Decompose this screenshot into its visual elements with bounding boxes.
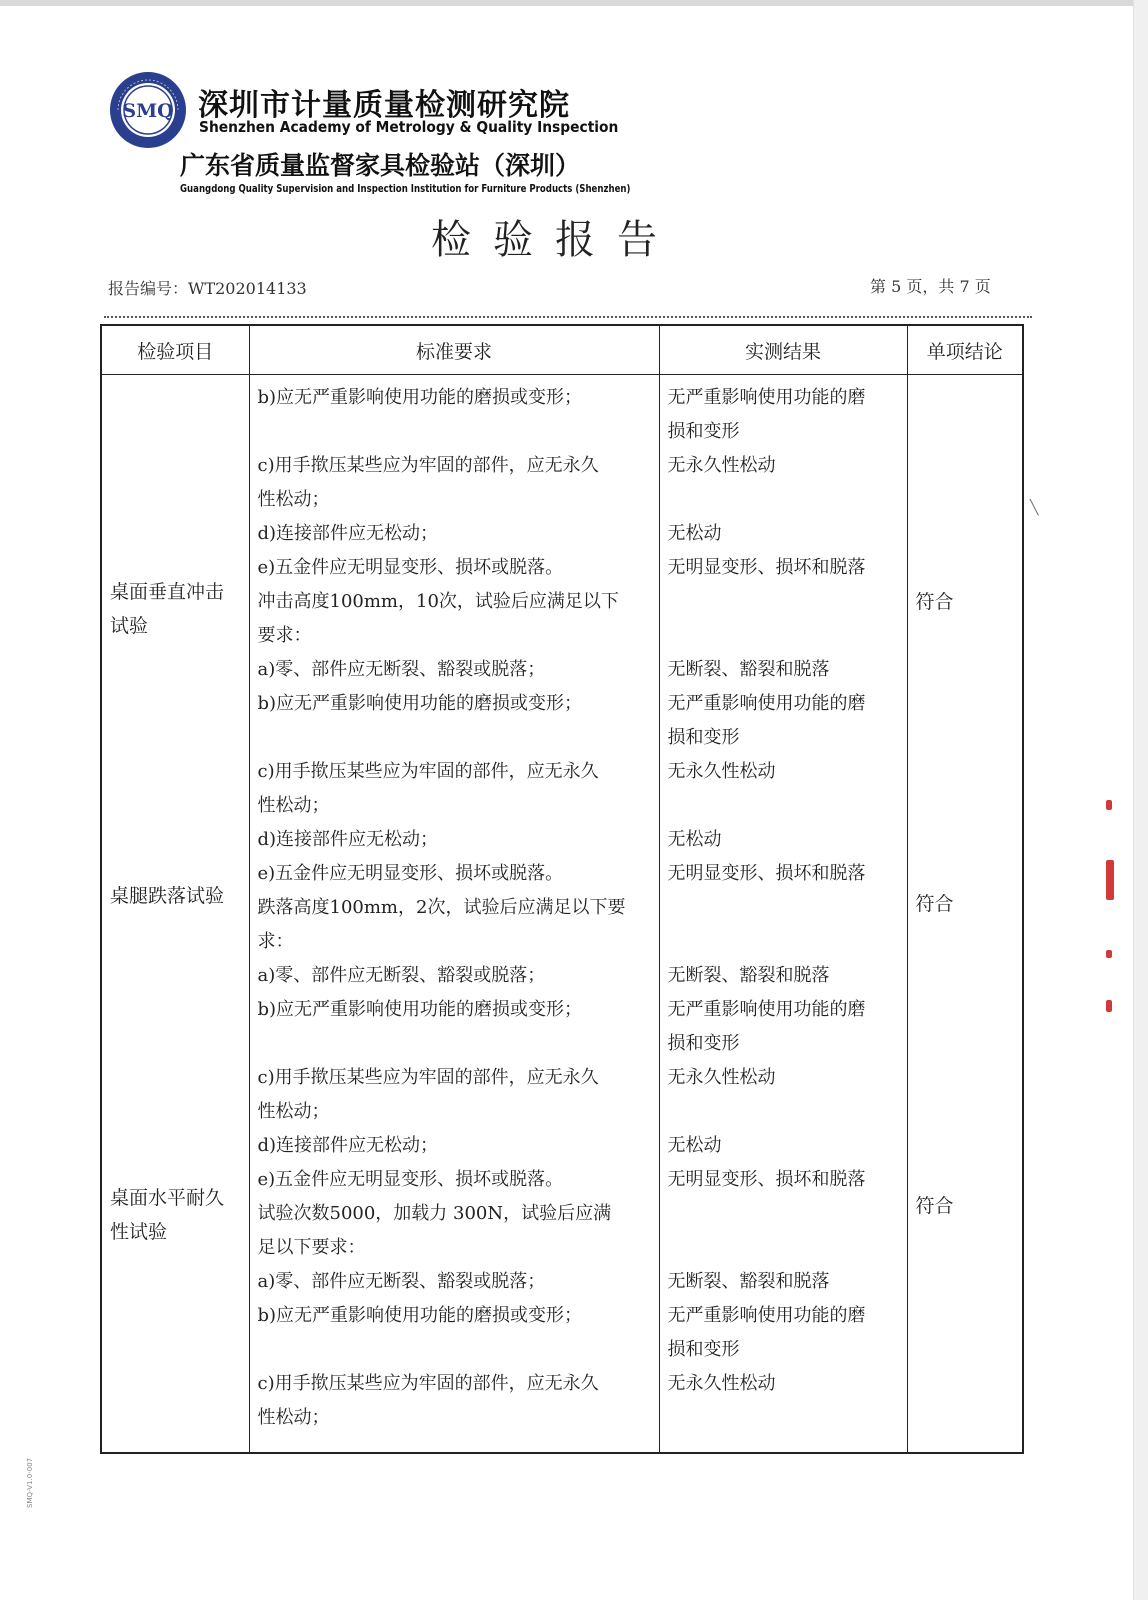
requirement-line: e)五金件应无明显变形、损坏或脱落。 <box>257 863 564 884</box>
requirement-line: c)用手揿压某些应为牢固的部件，应无永久 <box>257 761 599 782</box>
institute-name-en: Shenzhen Academy of Metrology & Quality Inspection <box>199 118 619 136</box>
result-line <box>668 483 901 517</box>
item-text: 试验 <box>110 615 149 637</box>
requirement-line: 性松动； <box>257 1101 330 1122</box>
header-divider <box>104 316 1032 318</box>
requirement-line: e)五金件应无明显变形、损坏或脱落。 <box>257 1169 564 1190</box>
header-item: 检验项目 <box>101 325 249 375</box>
requirement-line: d)连接部件应无松动； <box>257 829 439 850</box>
requirement-line: a)零、部件应无断裂、豁裂或脱落； <box>257 1271 546 1292</box>
stamp-edge-mark <box>1106 860 1114 900</box>
result-line: 无松动 <box>667 523 722 544</box>
requirement-line: 性松动； <box>257 489 330 510</box>
item-text: 桌腿跌落试验 <box>110 885 225 907</box>
requirement-line: b)应无严重影响使用功能的磨损或变形； <box>257 1305 583 1326</box>
stamp-edge-mark <box>1106 1000 1112 1012</box>
result-line <box>668 1401 901 1435</box>
result-line <box>668 925 901 959</box>
report-number: 报告编号：WT202014133 <box>108 279 307 298</box>
page-edge-top <box>0 0 1148 6</box>
requirement-line: a)零、部件应无断裂、豁裂或脱落； <box>257 659 546 680</box>
result-line: 无明显变形、损坏和脱落 <box>667 1169 866 1190</box>
result-line <box>668 619 901 653</box>
report-title: 检验报告 <box>431 217 679 263</box>
item-text: 桌面水平耐久 <box>110 1187 225 1209</box>
result-line: 无明显变形、损坏和脱落 <box>667 557 866 578</box>
scan-mark: ╲ <box>1030 500 1039 516</box>
result-line: 无严重影响使用功能的磨 <box>667 999 866 1020</box>
requirement-line: e)五金件应无明显变形、损坏或脱落。 <box>257 557 564 578</box>
requirement-line: a)零、部件应无断裂、豁裂或脱落； <box>257 965 546 986</box>
result-line: 无断裂、豁裂和脱落 <box>667 965 830 986</box>
result-line: 无永久性松动 <box>667 1067 776 1088</box>
requirement-line: 跌落高度100mm，2次，试验后应满足以下要 <box>257 897 626 918</box>
stamp-edge-mark <box>1106 800 1112 810</box>
result-line <box>668 1095 901 1129</box>
result-line: 无松动 <box>667 1135 722 1156</box>
result-line <box>668 891 901 925</box>
seal-text: SMQ <box>122 100 174 122</box>
requirement-line: 性松动； <box>257 795 330 816</box>
requirement-line: c)用手揿压某些应为牢固的部件，应无永久 <box>257 455 599 476</box>
result-line: 无断裂、豁裂和脱落 <box>667 1271 830 1292</box>
result-line: 无明显变形、损坏和脱落 <box>667 863 866 884</box>
conclusion-text: 符合 <box>915 893 954 915</box>
result-line: 无断裂、豁裂和脱落 <box>667 659 830 680</box>
requirement-line: 求： <box>257 931 294 952</box>
requirement-line: b)应无严重影响使用功能的磨损或变形； <box>257 387 583 408</box>
result-line <box>668 1197 901 1231</box>
result-line: 无永久性松动 <box>667 1373 776 1394</box>
result-line: 无永久性松动 <box>667 761 776 782</box>
conclusion-text: 符合 <box>915 591 954 613</box>
inspection-table-container <box>100 324 1022 1454</box>
requirement-line <box>258 721 653 755</box>
result-line: 损和变形 <box>667 727 740 748</box>
result-line: 无严重影响使用功能的磨 <box>667 387 866 408</box>
inspection-table <box>100 324 1024 1454</box>
item-cell <box>101 375 249 1454</box>
result-line: 无永久性松动 <box>667 455 776 476</box>
item-text: 性试验 <box>110 1221 168 1243</box>
requirement-line: b)应无严重影响使用功能的磨损或变形； <box>257 693 583 714</box>
requirement-cell <box>249 375 659 1454</box>
report-header <box>108 70 708 200</box>
result-line <box>668 789 901 823</box>
result-line <box>668 1231 901 1265</box>
requirement-line: 要求： <box>257 625 312 646</box>
stamp-edge-mark <box>1106 950 1112 958</box>
smq-seal-logo <box>108 70 188 150</box>
header-requirement: 标准要求 <box>249 325 659 375</box>
requirement-line: 足以下要求： <box>257 1237 366 1258</box>
requirement-line: 性松动； <box>257 1407 330 1428</box>
requirement-line: d)连接部件应无松动； <box>257 1135 439 1156</box>
station-name-en: Guangdong Quality Supervision and Inspection Institution for Furniture Products (Shenzhen) <box>180 182 631 195</box>
result-line: 损和变形 <box>667 421 740 442</box>
header-result: 实测结果 <box>659 325 907 375</box>
requirement-line: c)用手揿压某些应为牢固的部件，应无永久 <box>257 1067 599 1088</box>
item-text: 桌面垂直冲击 <box>110 581 225 603</box>
station-name-cn: 广东省质量监督家具检验站（深圳） <box>180 151 581 180</box>
table-row <box>101 375 1023 1454</box>
requirement-line <box>258 1027 653 1061</box>
table-header-row <box>101 325 1023 375</box>
page-edge-right <box>1133 0 1148 1600</box>
result-cell <box>659 375 907 1454</box>
institute-name-cn: 深圳市计量质量检测研究院 <box>198 88 570 123</box>
requirement-line <box>258 415 653 449</box>
result-line: 无松动 <box>667 829 722 850</box>
requirement-line: 试验次数5000，加载力 300N，试验后应满 <box>257 1203 612 1224</box>
result-line: 无严重影响使用功能的磨 <box>667 1305 866 1326</box>
result-line: 损和变形 <box>667 1033 740 1054</box>
result-line <box>668 585 901 619</box>
conclusion-cell <box>907 375 1023 1454</box>
result-line: 无严重影响使用功能的磨 <box>667 693 866 714</box>
form-code: SMQ-V1.0-007 <box>26 1457 34 1508</box>
requirement-line: d)连接部件应无松动； <box>257 523 439 544</box>
requirement-line: b)应无严重影响使用功能的磨损或变形； <box>257 999 583 1020</box>
result-line: 损和变形 <box>667 1339 740 1360</box>
requirement-line <box>258 1333 653 1367</box>
header-conclusion: 单项结论 <box>907 325 1023 375</box>
page-info: 第 5 页，共 7 页 <box>870 277 991 296</box>
conclusion-text: 符合 <box>915 1195 954 1217</box>
requirement-line: 冲击高度100mm，10次，试验后应满足以下 <box>257 591 619 612</box>
requirement-line: c)用手揿压某些应为牢固的部件，应无永久 <box>257 1373 599 1394</box>
